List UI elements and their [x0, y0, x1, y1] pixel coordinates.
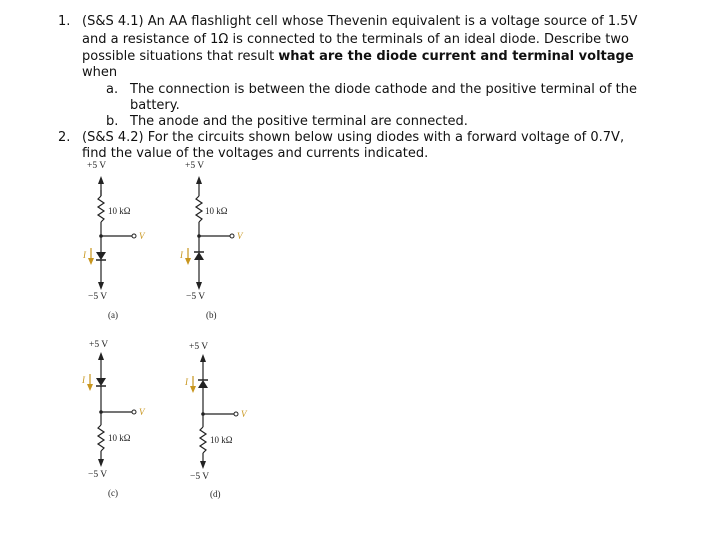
circuit-b-bottom-arrow	[196, 282, 202, 290]
circuit-d-node-label: V	[241, 409, 247, 419]
circuit-d-top-label: +5 V	[189, 342, 209, 352]
circuit-d-bottom-arrow	[200, 461, 206, 469]
circuit-a-supply-arrow	[98, 176, 104, 184]
circuit-d-resistor-label: 10 kΩ	[210, 435, 233, 445]
circuit-c-resistor-label: 10 kΩ	[108, 433, 131, 443]
q2-line-2: find the value of the voltages and currents indicated.	[82, 146, 429, 161]
circuit-c	[81, 340, 146, 498]
q1-line-3-text: possible situations that result	[82, 49, 279, 64]
circuit-c-bottom-arrow	[98, 459, 104, 467]
circuit-c-current-label: I	[82, 375, 85, 385]
circuit-b-node-label: V	[237, 231, 243, 241]
q1-a-line-1: The connection is between the diode cathode and the positive terminal of the	[130, 82, 637, 97]
q1-line-4: when	[82, 65, 118, 80]
q1-line-3-bold: what are the diode current and terminal voltage	[278, 49, 634, 64]
circuit-d-bottom-label: −5 V	[190, 472, 210, 482]
circuit-a-bottom-arrow	[98, 282, 104, 290]
circuit-b-supply-arrow	[196, 176, 202, 184]
circuit-a	[82, 161, 146, 320]
circuit-a-diode	[96, 252, 106, 260]
circuit-a-node-label: V	[139, 231, 145, 241]
circuit-d	[184, 342, 248, 499]
circuit-a-caption: (a)	[108, 310, 118, 320]
circuit-b-caption: (b)	[206, 310, 217, 320]
circuit-d-current-arrow	[190, 386, 196, 393]
circuit-c-current-arrow	[87, 384, 93, 391]
circuit-b-top-label: +5 V	[185, 161, 205, 171]
circuit-c-diode	[96, 378, 106, 386]
circuit-c-resistor	[98, 425, 104, 451]
q1-line-2: and a resistance of 1Ω is connected to the terminals of an ideal diode. Describe two	[82, 32, 629, 47]
circuit-a-resistor	[98, 196, 104, 222]
circuit-d-resistor	[200, 427, 206, 453]
circuit-a-current-arrow	[88, 258, 94, 265]
circuit-c-top-label: +5 V	[89, 340, 109, 350]
q1-line-1: (S&S 4.1) An AA flashlight cell whose Thevenin equivalent is a voltage source of 1.5V	[82, 14, 638, 29]
circuit-b-resistor-label: 10 kΩ	[205, 206, 228, 216]
circuit-b	[179, 161, 244, 320]
q2-line-1: (S&S 4.2) For the circuits shown below using diodes with a forward voltage of 0.7V,	[82, 130, 625, 145]
circuit-c-supply-arrow	[98, 352, 104, 360]
circuit-b-current-arrow	[185, 258, 191, 265]
q1-a-line-2: battery.	[130, 98, 180, 113]
circuit-a-resistor-label: 10 kΩ	[108, 206, 131, 216]
q1-b-line-1: The anode and the positive terminal are connected.	[130, 114, 468, 129]
circuit-d-supply-arrow	[200, 354, 206, 362]
circuit-b-resistor	[196, 196, 202, 222]
circuit-b-current-label: I	[180, 250, 183, 260]
q1-a-label: a.	[106, 82, 119, 97]
circuit-c-bottom-label: −5 V	[88, 470, 108, 480]
circuit-a-bottom-label: −5 V	[88, 292, 108, 302]
q2-number: 2.	[58, 130, 71, 145]
circuit-c-caption: (c)	[108, 488, 118, 498]
circuit-a-current-label: I	[83, 250, 86, 260]
circuit-c-node-label: V	[139, 407, 145, 417]
circuit-d-caption: (d)	[210, 489, 221, 499]
q1-number: 1.	[58, 14, 71, 29]
circuit-b-bottom-label: −5 V	[186, 292, 206, 302]
circuit-a-top-label: +5 V	[87, 161, 107, 171]
q1-b-label: b.	[106, 114, 119, 129]
circuit-d-current-label: I	[185, 377, 188, 387]
circuit-b-diode	[194, 252, 204, 260]
circuit-d-diode	[198, 380, 208, 388]
